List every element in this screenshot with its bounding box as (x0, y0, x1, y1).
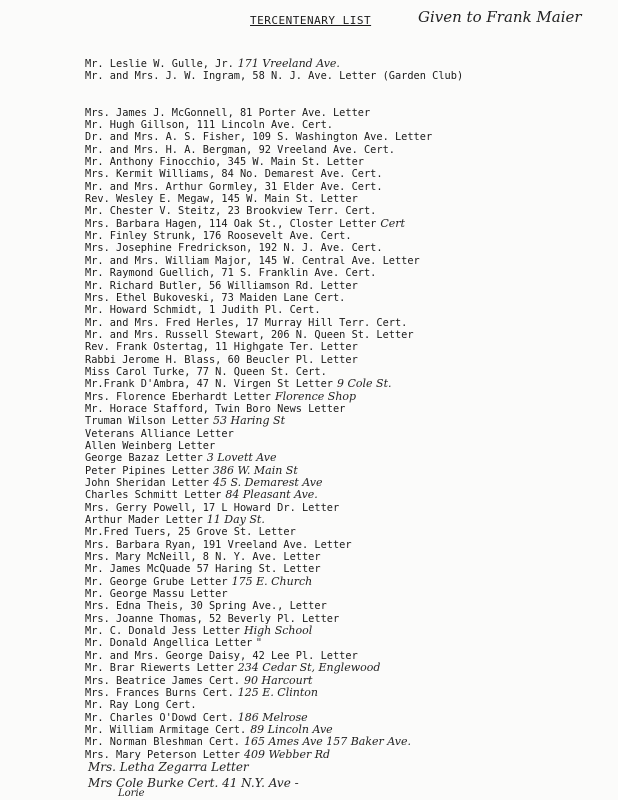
entry-text: Mr. and Mrs. George Daisy, 42 Lee Pl. Letter (85, 649, 358, 662)
list-item (85, 280, 608, 292)
entry-text: Mr. Charles O'Dowd Cert. (85, 711, 234, 724)
handwritten-note: 409 Webber Rd (243, 747, 331, 761)
list-item (85, 354, 608, 366)
list-item (85, 736, 608, 748)
list-item (85, 341, 608, 353)
list-item (85, 637, 608, 649)
list-item (85, 107, 608, 119)
list-item (85, 230, 608, 242)
list-item (85, 699, 608, 711)
handwritten-note: Cert (380, 216, 405, 230)
entry-text: Dr. and Mrs. A. S. Fisher, 109 S. Washington Ave. Letter (85, 131, 433, 144)
entry-text: Mr. Hugh Gillson, 111 Lincoln Ave. Cert. (85, 119, 333, 132)
handwritten-note: 84 Pleasant Ave. (225, 488, 318, 502)
list-item (85, 193, 608, 205)
list-item (85, 267, 608, 279)
entry-text: Mr. James McQuade 57 Haring St. Letter (85, 563, 321, 576)
entry-text: Mr. Richard Butler, 56 Williamson Rd. Letter (85, 279, 358, 292)
list-item (85, 551, 608, 563)
list-item (85, 440, 608, 452)
list-item (85, 415, 608, 427)
list-item (85, 218, 608, 230)
entry-text: Allen Weinberg Letter (85, 439, 216, 452)
handwritten-note: High School (243, 624, 313, 638)
list-item (85, 712, 608, 724)
entry-text: Mrs. Barbara Ryan, 191 Vreeland Ave. Letter (85, 538, 352, 551)
handwritten-entry: Mrs Cole Burke Cert. 41 N.Y. Ave - (88, 776, 299, 790)
list-item (85, 428, 608, 440)
entry-text: Mr. Horace Stafford, Twin Boro News Letter (85, 402, 346, 415)
list-item (85, 625, 608, 637)
list-item (85, 477, 608, 489)
handwritten-title-note: Given to Frank Maier (418, 8, 582, 26)
entry-text: Veterans Alliance Letter (85, 427, 234, 440)
entry-text: Mr. and Mrs. Russell Stewart, 206 N. Queen St. Letter (85, 328, 414, 341)
entry-text: Mrs. Frances Burns Cert. (85, 686, 234, 699)
entry-text: Peter Pipines Letter (85, 464, 209, 477)
list-item (85, 675, 608, 687)
entry-text: Mrs. Gerry Powell, 17 L Howard Dr. Letter (85, 501, 340, 514)
entry-text: Rabbi Jerome H. Blass, 60 Beucler Pl. Letter (85, 353, 358, 366)
list-item (85, 131, 608, 143)
handwritten-note: 3 Lovett Ave (206, 451, 277, 465)
document-title: TERCENTENARY LIST (250, 14, 372, 27)
list-item (85, 119, 608, 131)
entry-text: Mrs. Edna Theis, 30 Spring Ave., Letter (85, 600, 327, 613)
entry-text: Mrs. Joanne Thomas, 52 Beverly Pl. Letter (85, 612, 340, 625)
list-item (85, 687, 608, 699)
entry-text: Mrs. Ethel Bukoveski, 73 Maiden Lane Cert. (85, 291, 346, 304)
list-item (85, 489, 608, 501)
entry-text: Mr. William Armitage Cert. (85, 723, 247, 736)
list-item (85, 514, 608, 526)
list-item (85, 255, 608, 267)
entry-text: Mrs. Kermit Williams, 84 No. Demarest Ave. Cert. (85, 168, 383, 181)
list-item (85, 662, 608, 674)
entry-text: Mrs. Florence Eberhardt Letter (85, 390, 271, 403)
list-item (85, 452, 608, 464)
list-item (85, 292, 608, 304)
handwritten-note: 186 Melrose (237, 710, 308, 724)
handwritten-note: 386 W. Main St (213, 463, 298, 477)
list-item (85, 403, 608, 415)
entry-text: Mrs. Beatrice James Cert. (85, 674, 240, 687)
list-item (85, 329, 608, 341)
tercentenary-list (85, 58, 608, 761)
entry-text: Miss Carol Turke, 77 N. Queen St. Cert. (85, 365, 327, 378)
handwritten-note: 45 S. Demarest Ave (213, 476, 323, 489)
handwritten-entry: Mrs. Letha Zegarra Letter (88, 760, 249, 774)
entry-text: Rev. Frank Ostertag, 11 Highgate Ter. Letter (85, 341, 358, 354)
entry-text: Mr. and Mrs. H. A. Bergman, 92 Vreeland Ave. Cert. (85, 143, 395, 156)
entry-text: Mr. Donald Angellica Letter (85, 637, 253, 650)
list-item (85, 502, 608, 514)
entry-text: Mr. Howard Schmidt, 1 Judith Pl. Cert. (85, 304, 321, 317)
handwritten-note: 234 Cedar St, Englewood (237, 661, 381, 675)
entry-text: Mr. George Grube Letter (85, 575, 228, 588)
entry-text: Mr. Finley Strunk, 176 Roosevelt Ave. Cert. (85, 230, 352, 243)
entry-text: Mr. and Mrs. William Major, 145 W. Central Ave. Letter (85, 254, 420, 267)
entry-text: Mr. Anthony Finocchio, 345 W. Main St. Letter (85, 156, 364, 169)
entry-text: Mr. and Mrs. Fred Herles, 17 Murray Hill Terr. Cert. (85, 316, 408, 329)
list-item (85, 563, 608, 575)
list-item: Mr. and Mrs. J. W. Ingram, 58 N. J. Ave. Letter (Garden Club) (85, 70, 464, 83)
list-item (85, 576, 608, 588)
handwritten-note: 9 Cole St. (336, 377, 392, 391)
entry-text: Arthur Mader Letter (85, 514, 203, 527)
handwritten-note: 11 Day St. (206, 513, 265, 527)
entry-text: Mr. C. Donald Jess Letter (85, 625, 240, 638)
handwritten-note: 53 Haring St (213, 414, 285, 428)
list-item (85, 613, 608, 625)
list-item (85, 378, 608, 390)
entry-text: Mr. Ray Long Cert. (85, 699, 197, 712)
list-item (85, 588, 608, 600)
entry-text: Mr.Frank D'Ambra, 47 N. Virgen St Letter (85, 378, 333, 391)
list-item (85, 317, 608, 329)
handwritten-note: 90 Harcourt (243, 673, 313, 687)
list-item (85, 242, 608, 254)
entry-text: John Sheridan Letter (85, 477, 209, 489)
list-item (85, 391, 608, 403)
entry-text: Mrs. James J. McGonnell, 81 Porter Ave. Letter (85, 106, 371, 119)
list-item (85, 539, 608, 551)
entry-text: Mr. George Massu Letter (85, 588, 228, 601)
list-item (85, 144, 608, 156)
entry-text: Mr. and Mrs. Arthur Gormley, 31 Elder Ave. Cert. (85, 180, 383, 193)
list-item (85, 526, 608, 538)
handwritten-note: 165 Ames Ave 157 Baker Ave. (243, 735, 412, 749)
entry-text: Mr. Raymond Guellich, 71 S. Franklin Ave. Cert. (85, 267, 377, 280)
entry-text: Mrs. Mary Peterson Letter (85, 748, 240, 761)
handwritten-entry: Lorie (118, 788, 145, 799)
entry-text: Mr. Chester V. Steitz, 23 Brookview Terr. Cert. (85, 205, 377, 218)
handwritten-note: " (256, 636, 262, 650)
entry-text: George Bazaz Letter (85, 452, 203, 465)
entry-text: Mr. Brar Riewerts Letter (85, 662, 234, 675)
entry-text: Mrs. Josephine Fredrickson, 192 N. J. Ave. Cert. (85, 242, 383, 255)
list-item (85, 304, 608, 316)
list-item: Mr. Leslie W. Gulle, Jr. 171 Vreeland Ave. (85, 57, 340, 70)
handwritten-note: 125 E. Clinton (237, 685, 318, 699)
list-item (85, 181, 608, 193)
entry-text: Mr.Fred Tuers, 25 Grove St. Letter (85, 526, 296, 539)
handwritten-note: 175 E. Church (231, 574, 313, 588)
entry-text: Mr. Norman Bleshman Cert. (85, 736, 240, 749)
entry-text: Truman Wilson Letter (85, 415, 209, 428)
entry-text: Mrs. Mary McNeill, 8 N. Y. Ave. Letter (85, 551, 321, 564)
list-item (85, 168, 608, 180)
handwritten-note: Florence Shop (274, 389, 357, 403)
handwritten-note: 89 Lincoln Ave (250, 722, 333, 736)
list-item (85, 156, 608, 168)
list-item (85, 600, 608, 612)
list-item (85, 205, 608, 217)
entry-text: Mrs. Barbara Hagen, 114 Oak St., Closter Letter (85, 217, 377, 230)
entry-text: Rev. Wesley E. Megaw, 145 W. Main St. Letter (85, 193, 358, 206)
entry-text: Charles Schmitt Letter (85, 489, 222, 502)
list-item (85, 465, 608, 477)
